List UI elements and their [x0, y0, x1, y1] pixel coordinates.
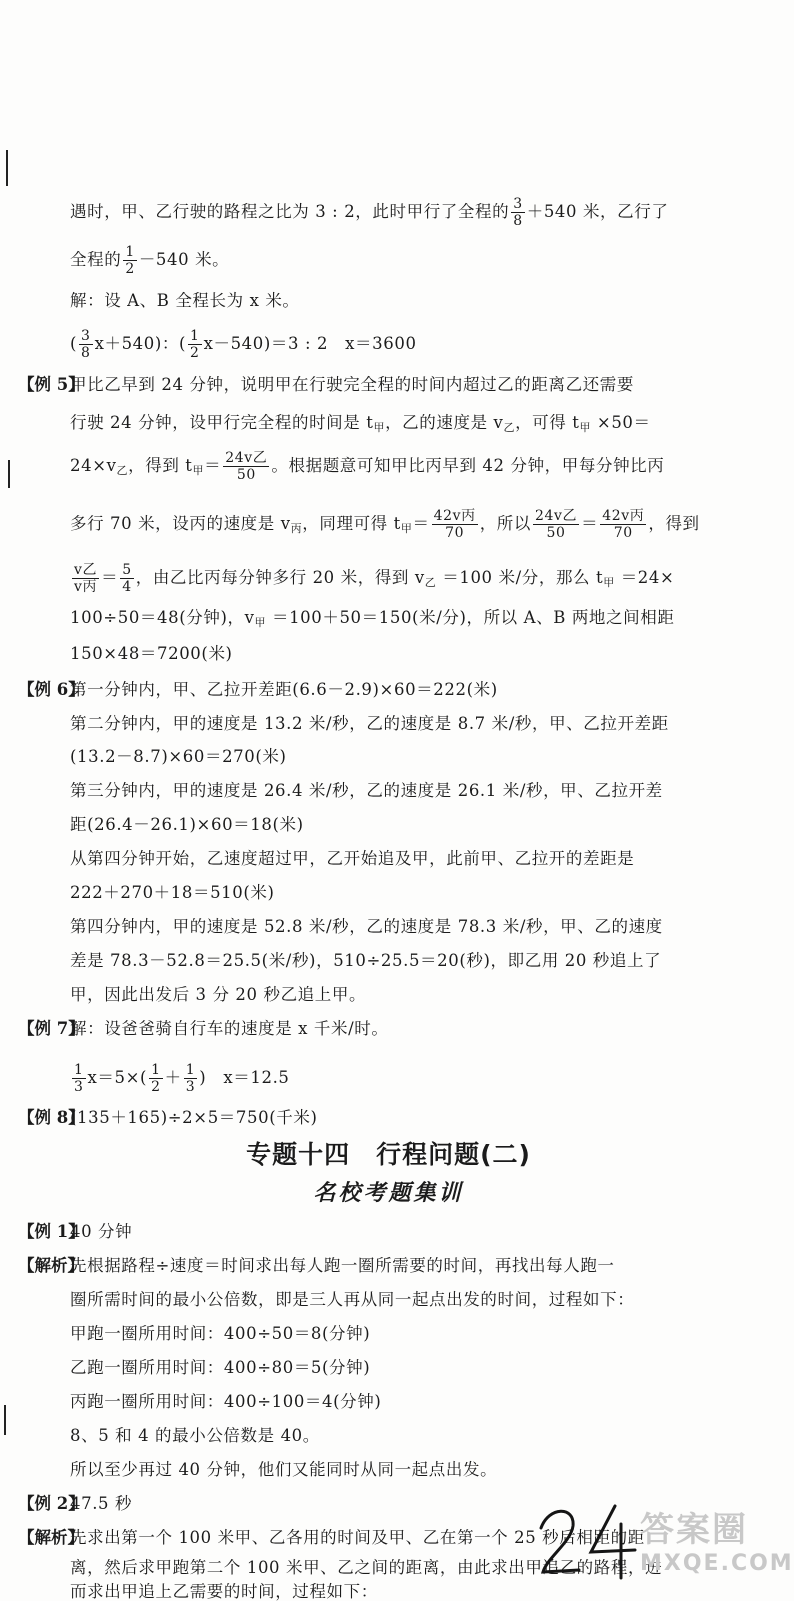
- fraction: $\frac{\text{24v乙}}{50}$: [535, 508, 578, 541]
- ex7-line-1: 解：设爸爸骑自行车的速度是 x 千米/时。: [70, 1019, 389, 1038]
- binding-mark: [6, 150, 8, 186]
- ex5-line-2: 行驶 24 分钟，设甲行完全程的时间是 $t_甲$，乙的速度是 $v_乙$，可得 $t_甲 \times 50=$: [70, 413, 651, 434]
- cont-line-4: ( $\frac{3}{8}$ x＋540)：( $\frac{1}{2}$ x－540)＝3 : 2 x＝3600: [70, 328, 417, 361]
- example-8-tag: 【例 8】: [18, 1108, 85, 1127]
- ex6-line-8: 第四分钟内，甲的速度是 52.8 米/秒，乙的速度是 78.3 米/秒，甲、乙的速度: [70, 917, 663, 936]
- q1-line-5: 丙跑一圈所用时间：400÷100＝4(分钟): [70, 1392, 382, 1411]
- example-6-tag: 【例 6】: [18, 680, 85, 699]
- ex6-line-2: 第二分钟内，甲的速度是 13.2 米/秒，乙的速度是 8.7 米/秒，甲、乙拉开差距: [70, 714, 669, 733]
- ex5-line-1: 甲比乙早到 24 分钟，说明甲在行驶完全程的时间内超过乙的距离乙还需要: [70, 375, 634, 394]
- fraction: $\frac{1}{2}$: [190, 328, 200, 361]
- ex5-line-5: $\frac{\text{v乙}}{\text{v丙}}$ ＝ $\frac{5}{4}$ ，由乙比丙每分钟多行 20 米，得到 $v_乙 =100$ 米/分，那么 $t_甲 =24\times$: [74, 562, 675, 595]
- q1-line-3: 甲跑一圈所用时间：400÷50＝8(分钟): [70, 1324, 371, 1343]
- fraction: $\frac{1}{2}$: [125, 244, 135, 277]
- fraction: $\frac{\text{v乙}}{\text{v丙}}$: [74, 562, 98, 595]
- example-5-tag: 【例 5】: [18, 375, 85, 394]
- ex6-line-5: 距(26.4－26.1)×60＝18(米): [70, 815, 304, 834]
- q2-answer: 47.5 秒: [70, 1494, 133, 1513]
- binding-mark: [8, 460, 10, 488]
- ex6-line-6: 从第四分钟开始，乙速度超过甲，乙开始追及甲，此前甲、乙拉开的差距是: [70, 849, 635, 868]
- ex6-line-4: 第三分钟内，甲的速度是 26.4 米/秒，乙的速度是 26.1 米/秒，甲、乙拉开差: [70, 781, 663, 800]
- q1-line-2: 圈所需时间的最小公倍数，即是三人再从同一起点出发的时间，过程如下：: [70, 1290, 635, 1309]
- cont-line-1: 遇时，甲、乙行驶的路程之比为 3 : 2，此时甲行了全程的 $\frac{3}{8}$ ＋540 米，乙行了: [70, 196, 669, 229]
- ex6-line-10: 甲，因此出发后 3 分 20 秒乙追上甲。: [70, 985, 367, 1004]
- ex6-line-7: 222＋270＋18＝510(米): [70, 883, 275, 902]
- fraction: $\frac{3}{8}$: [81, 328, 91, 361]
- section-subtitle: 名校考题集训: [313, 1180, 464, 1206]
- q1-line-1: 先根据路程÷速度＝时间求出每人跑一圈所需要的时间，再找出每人跑一: [70, 1256, 615, 1275]
- q1-tag: 【例 1】: [18, 1222, 85, 1241]
- ex5-line-7: 150×48＝7200(米): [70, 644, 233, 663]
- ex6-line-3: (13.2－8.7)×60＝270(米): [70, 747, 287, 766]
- q1-answer: 40 分钟: [70, 1222, 133, 1241]
- ex5-line-4: 多行 70 米，设丙的速度是 $v_丙$，同理可得 $t_甲=$ $\frac{\text{42v丙}}{70}$ ，所以 $\frac{\text{24v乙}}{50}$ ＝ $\frac{\text{42v丙}}{70}$ ，得到: [70, 508, 700, 541]
- ex5-line-3: $24\times v_乙$，得到 $t_甲=$ $\frac{\text{24v乙}}{50}$ 。根据题意可知甲比丙早到 42 分钟，甲每分钟比丙: [70, 450, 665, 483]
- ex5-line-6: 100÷50＝48(分钟)，$v_甲 =100+50=150$(米/分)，所以 A、B 两地之间相距: [70, 608, 675, 629]
- fraction: $\frac{\text{24v乙}}{50}$: [225, 450, 268, 483]
- ex7-line-2: $\frac{1}{3}$ x＝5×( $\frac{1}{2}$ ＋ $\frac{1}{3}$ ) x＝12.5: [74, 1062, 290, 1095]
- q1-analysis-tag: 【解析】: [18, 1256, 84, 1275]
- fraction: $\frac{3}{8}$: [513, 196, 523, 229]
- q2-line-3: 而求出甲追上乙需要的时间，过程如下：: [70, 1582, 378, 1601]
- handwritten-page-number: [535, 1500, 645, 1580]
- fraction: $\frac{5}{4}$: [122, 562, 132, 595]
- fraction: $\frac{\text{42v丙}}{70}$: [602, 508, 645, 541]
- q1-line-4: 乙跑一圈所用时间：400÷80＝5(分钟): [70, 1358, 371, 1377]
- fraction: $\frac{\text{42v丙}}{70}$: [433, 508, 476, 541]
- section-title: 专题十四 行程问题(二): [246, 1140, 531, 1169]
- fraction: $\frac{1}{3}$: [185, 1062, 196, 1095]
- q2-analysis-tag: 【解析】: [18, 1528, 84, 1547]
- q2-line-1: 先求出第一个 100 米甲、乙各用的时间及甲、乙在第一个 25 秒后相距的距: [70, 1528, 645, 1547]
- binding-mark: [4, 1405, 6, 1435]
- example-7-tag: 【例 7】: [18, 1019, 85, 1038]
- cont-line-2: 全程的 $\frac{1}{2}$ －540 米。: [70, 244, 230, 277]
- fraction: $\frac{1}{2}$: [151, 1062, 161, 1095]
- q2-line-2: 离，然后求甲跑第二个 100 米甲、乙之间的距离，由此求出甲追乙的路程，进: [70, 1558, 663, 1577]
- ex6-line-9: 差是 78.3－52.8＝25.5(米/秒)，510÷25.5＝20(秒)，即乙用 20 秒追上了: [70, 951, 662, 970]
- watermark-logo: 答案圈 MXQE.COM: [640, 1510, 794, 1576]
- fraction: $\frac{1}{3}$: [74, 1062, 84, 1095]
- q2-tag: 【例 2】: [18, 1494, 85, 1513]
- ex8-line-1: (135＋165)÷2×5＝750(千米): [70, 1108, 318, 1127]
- cont-line-3: 解：设 A、B 全程长为 x 米。: [70, 291, 300, 310]
- ex6-line-1: 第一分钟内，甲、乙拉开差距(6.6－2.9)×60＝222(米): [70, 680, 498, 699]
- q1-line-6: 8、5 和 4 的最小公倍数是 40。: [70, 1426, 320, 1445]
- q1-line-7: 所以至少再过 40 分钟，他们又能同时从同一起点出发。: [70, 1460, 498, 1479]
